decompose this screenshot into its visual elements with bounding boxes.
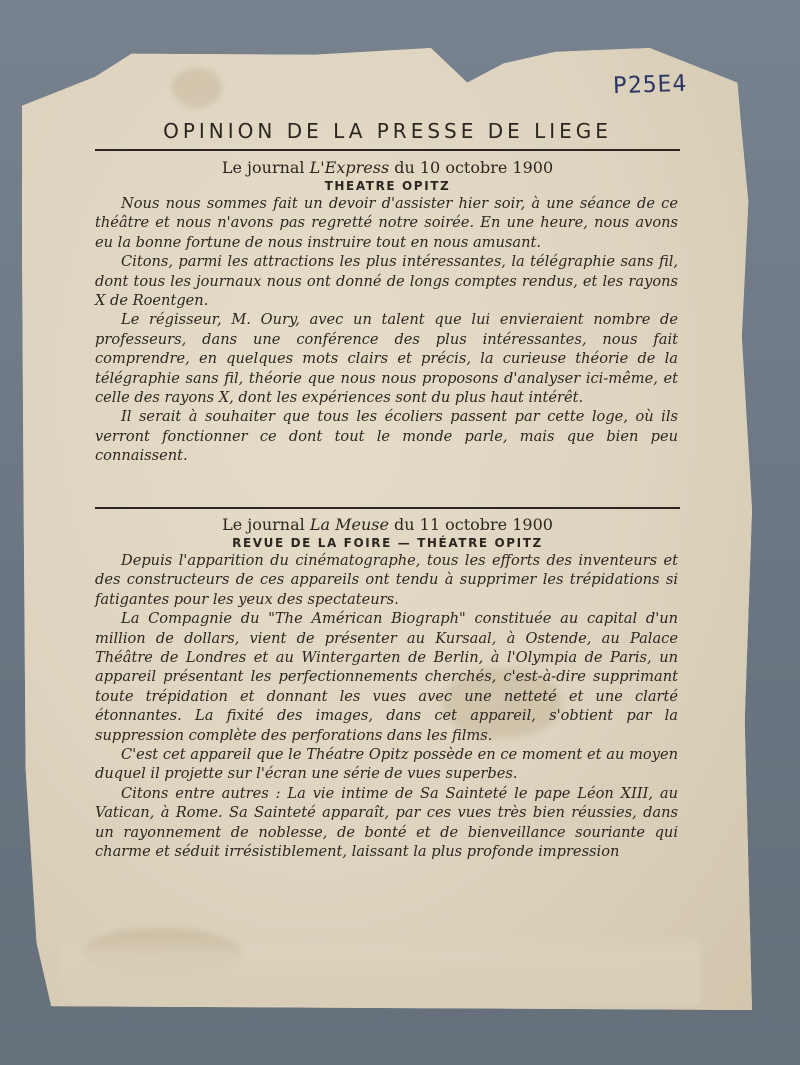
- header-rule: [95, 149, 680, 151]
- article-1-paragraph: Il serait à souhaiter que tous les écoliers passent par cette loge, où ils verront fonctionner ce dont tout le monde parle, mais que bien peu connaissent.: [95, 408, 678, 465]
- article-2-paragraph: Depuis l'apparition du cinématographe, tous les efforts des inventeurs et des constructeurs de ces appareils ont tendu à supprimer les trépidations si fatigantes pour les yeux des spectateurs.: [95, 552, 678, 608]
- article-2-journal-name: La Meuse: [309, 515, 389, 534]
- article-2-paragraph: Citons entre autres : La vie intime de Sa Sainteté le pape Léon XIII, au Vatican, à Rome. Sa Sainteté apparaît, par ces vues très bien réussies, dans un rayonnement de noblesse, de bonté et de bienveillance souriante qui charme et séduit irrésistiblement, laissant la plus profonde impression: [95, 784, 678, 861]
- handwritten-reference: P25E4: [612, 70, 688, 100]
- article-1-paragraph: Nous nous sommes fait un devoir d'assister hier soir, à une séance de ce théâtre et nous n'avons pas regretté notre soirée. En une heure, nous avons eu la bonne fortune de nous instruire tout en nous amusant.: [95, 195, 678, 251]
- article-2-subtitle: REVUE DE LA FOIRE — THÉATRE OPITZ: [232, 536, 543, 550]
- torn-bottom-fade: [60, 935, 700, 1005]
- article-separator: [95, 507, 680, 509]
- page-header: OPINION DE LA PRESSE DE LIEGE: [163, 119, 612, 143]
- article-1-journal-line: Le journal L'Express du 10 octobre 1900: [221, 158, 554, 177]
- article-2-journal-line: Le journal La Meuse du 11 octobre 1900: [222, 515, 553, 534]
- article-2-paragraph: C'est cet appareil que le Théatre Opitz possède en ce moment et au moyen duquel il projette sur l'écran une série de vues superbes.: [95, 746, 678, 783]
- article-1-subtitle: THEATRE OPITZ: [324, 179, 451, 193]
- article-2-paragraph: La Compagnie du "The Américan Biograph" constituée au capital d'un million de dollars, vient de présenter au Kursaal, à Ostende, au Palace Théâtre de Londres et au Wintergarten de Berlin, à l'Olympia de Paris, un appareil présentant les perfectionnements cherchés, c'est-à-dire supprimant toute trépidation et donnant les vues avec une netteté et une clarté étonnantes. La fixité des images, dans cet appareil, s'obtient par la suppression complète des perforations dans les films.: [95, 610, 678, 744]
- article-1-body: [95, 194, 678, 466]
- article-1-paragraph: Le régisseur, M. Oury, avec un talent que lui envieraient nombre de professeurs, dans une conférence des plus intéressantes, nous fait comprendre, en quelques mots clairs et précis, la curieuse théorie de la télégraphie sans fil, théorie que nous nous proposons d'analyser ici-même, et celle des rayons X, dont les expériences sont du plus haut intérêt.: [95, 311, 678, 407]
- article-1-journal-name: L'Express: [309, 158, 390, 177]
- article-1-paragraph: Citons, parmi les attractions les plus intéressantes, la télégraphie sans fil, dont tous les journaux nous ont donné de longs comptes rendus, et les rayons X de Roentgen.: [95, 253, 678, 310]
- article-2-body: [95, 551, 678, 862]
